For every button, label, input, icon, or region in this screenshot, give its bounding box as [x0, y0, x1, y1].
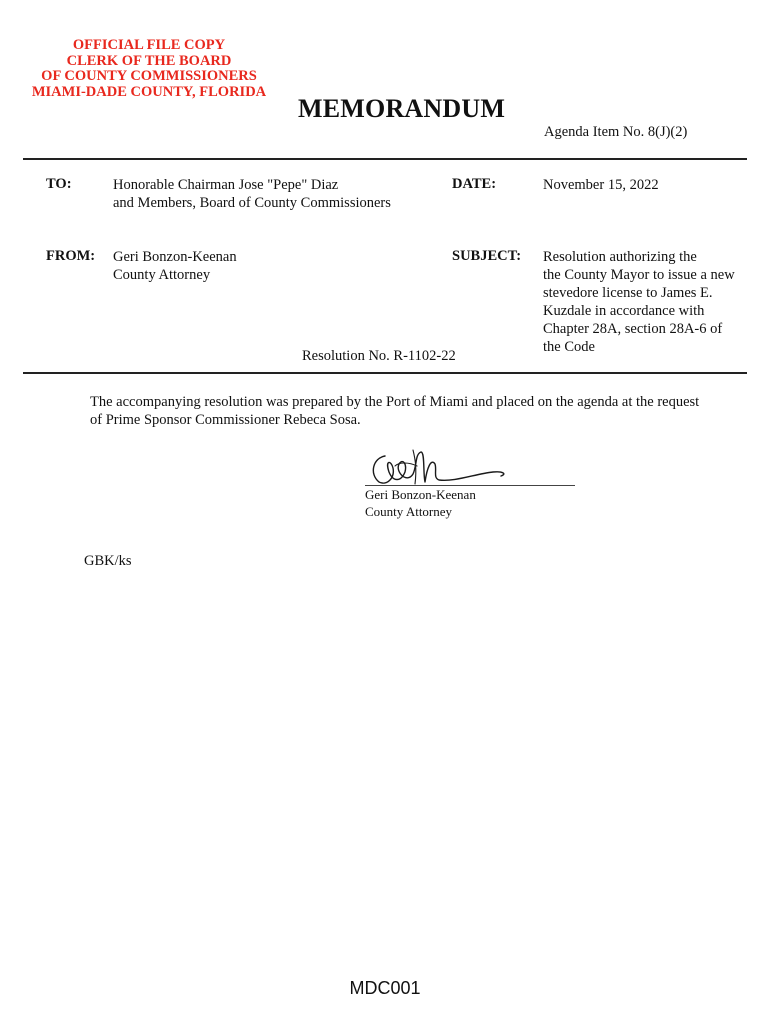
signatory-name: Geri Bonzon-Keenan — [365, 487, 476, 502]
date-value: November 15, 2022 — [543, 177, 659, 193]
stamp-line: OF COUNTY COMMISSIONERS — [41, 68, 257, 85]
signatory — [365, 486, 476, 520]
from-line: County Attorney — [113, 267, 211, 283]
subject-line: Chapter 28A, section 28A-6 of — [543, 321, 723, 337]
stamp-line: CLERK OF THE BOARD — [66, 52, 232, 69]
stamp-line: OFFICIAL FILE COPY — [72, 37, 226, 53]
to-line: Honorable Chairman Jose "Pepe" Diaz — [113, 177, 339, 193]
resolution-number: Resolution No. R-1102-22 — [302, 348, 456, 364]
from-value — [113, 248, 237, 284]
official-file-copy-stamp — [18, 38, 280, 100]
to-value — [113, 176, 391, 212]
subject-value — [543, 248, 735, 356]
subject-line: Kuzdale in accordance with — [543, 303, 705, 319]
subject-line: stevedore license to James E. — [543, 285, 713, 301]
date-label: DATE: — [452, 176, 497, 192]
agenda-item-number: Agenda Item No. 8(J)(2) — [544, 124, 688, 140]
stamp-line: MIAMI-DADE COUNTY, FLORIDA — [31, 83, 267, 100]
signatory-title: County Attorney — [365, 504, 453, 519]
subject-line: the Code — [543, 339, 595, 355]
subject-line: Resolution authorizing the — [543, 249, 697, 265]
subject-line: the County Mayor to issue a new — [543, 267, 735, 283]
bottom-divider — [23, 372, 747, 374]
top-divider — [23, 158, 747, 160]
page-identifier: MDC001 — [349, 978, 421, 998]
handwritten-signature — [365, 444, 580, 488]
from-label: FROM: — [46, 248, 96, 264]
author-initials: GBK/ks — [84, 553, 132, 569]
body-paragraph: The accompanying resolution was prepared by the Port of Miami and placed on the agenda at the request of Prime Sponsor Commissioner Rebeca Sosa. — [90, 394, 700, 428]
signature-block — [365, 444, 580, 524]
subject-label: SUBJECT: — [452, 248, 522, 264]
to-label: TO: — [46, 176, 72, 192]
memo-title: MEMORANDUM — [298, 94, 506, 123]
from-line: Geri Bonzon-Keenan — [113, 249, 237, 265]
to-line: and Members, Board of County Commissioners — [113, 195, 391, 211]
